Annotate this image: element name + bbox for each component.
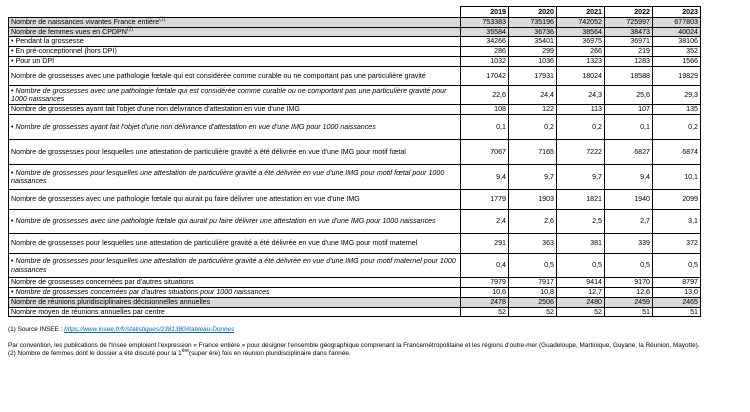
value-cell: 363 [509,234,557,254]
value-cell: 0,4 [461,254,509,278]
value-cell: 35584 [461,27,509,37]
value-cell: 1323 [557,57,605,67]
value-cell: 10,1 [653,165,701,190]
value-cell: 13,0 [653,287,701,297]
value-cell: 1779 [461,190,509,210]
row-label-text: • Nombre de grossesses avec une pathologie fœtale qui est considérée comme curable ou ne comportant pas une particulière gravité pour 1000 naissances [11,87,446,104]
table-row [9,18,701,28]
row-label-text: • Pour un DPI [11,57,54,65]
value-cell: 1940 [605,190,653,210]
value-cell: 2480 [557,297,605,307]
table-row [9,86,701,105]
value-cell: 2,6 [509,210,557,234]
row-label-text: • Nombre de grossesses avec une pathologie fœtale qui aurait pu faire délivrer une attestation en vue d'une IMG pour 1000 naissances [11,217,436,225]
value-cell: 0,1 [605,115,653,140]
row-label [9,278,461,288]
value-cell: 7165 [509,140,557,165]
row-label-text: • Nombre de grossesses concernées par d'autres situations pour 1000 naissances [11,288,270,296]
value-cell: 0,5 [557,254,605,278]
value-cell: 51 [653,307,701,317]
row-label-text: Nombre de grossesses pour lesquelles une attestation de particulière gravité a été délivrée en vue d'une IMG pour motif fœtal [11,147,406,156]
value-cell: 18588 [605,67,653,86]
value-cell: 24,4 [509,86,557,105]
value-cell: 9170 [605,278,653,288]
table-row [9,278,701,288]
row-label-text: • Nombre de grossesses pour lesquelles une attestation de particulière gravité a été délivrée en vue d'une IMG pour motif maternel pour 1000 naissances [11,257,456,274]
table-row [9,234,701,254]
footnotes [8,326,748,358]
value-cell: 1032 [461,57,509,67]
row-label [9,37,461,47]
value-cell: 9,4 [605,165,653,190]
row-label [9,115,461,140]
value-cell: 52 [509,307,557,317]
table-body [9,18,701,317]
value-cell: 0,2 [557,115,605,140]
value-cell: 1036 [509,57,557,67]
value-cell: 7222 [557,140,605,165]
footnote-2-sup: ère [181,347,189,354]
cpdpn-statistics-table [8,6,701,317]
value-cell: 52 [557,307,605,317]
value-cell: 10,8 [509,287,557,297]
value-cell: 9,7 [509,165,557,190]
value-cell: 7917 [509,278,557,288]
table-row [9,105,701,115]
value-cell: 1283 [605,57,653,67]
year-header: 2021 [557,7,605,18]
table-row [9,287,701,297]
value-cell: 6874 [653,140,701,165]
row-label [9,210,461,234]
value-cell: 107 [605,105,653,115]
row-label [9,165,461,190]
table-row [9,254,701,278]
value-cell: 122 [509,105,557,115]
row-label [9,27,461,37]
value-cell: 742052 [557,18,605,28]
row-label [9,86,461,105]
value-cell: 36736 [509,27,557,37]
value-cell: 34266 [461,37,509,47]
table-row [9,57,701,67]
row-label [9,57,461,67]
footnote-source [8,326,748,334]
footnote-convention: Par convention, les publications de l'Insee emploient l'expression « France entière » pour désigner l'ensemble géographique comprenant la Francemétropolitaine et les régions d'outre-mer (Guadeloupe, Martinique, Guyane, la Réunion, Mayotte). [8,342,700,349]
value-cell: 291 [461,234,509,254]
value-cell: 0,5 [605,254,653,278]
value-cell: 8797 [653,278,701,288]
row-label-text: Nombre de réunions pluridisciplinaires décisionnelles annuelles [11,297,211,306]
value-cell: 36971 [605,37,653,47]
value-cell: 2478 [461,297,509,307]
header-row [9,7,701,18]
value-cell: 1821 [557,190,605,210]
table-row [9,307,701,317]
value-cell: 38564 [557,27,605,37]
row-label [9,287,461,297]
row-label [9,190,461,210]
value-cell: 17931 [509,67,557,86]
value-cell: 2099 [653,190,701,210]
year-header: 2022 [605,7,653,18]
value-cell: 299 [509,47,557,57]
table-row [9,190,701,210]
value-cell: 6827 [605,140,653,165]
statistics-table-container [8,6,701,317]
value-cell: 0,5 [653,254,701,278]
value-cell: 9414 [557,278,605,288]
value-cell: 113 [557,105,605,115]
value-cell: 52 [461,307,509,317]
value-cell: 9,7 [557,165,605,190]
value-cell: 2506 [509,297,557,307]
year-header: 2020 [509,7,557,18]
footnote-2 [8,347,748,358]
value-cell: 339 [605,234,653,254]
insee-source-link[interactable]: https://www.insee.fr/fr/statistiques/2381380#tableau-Donnes [64,326,235,333]
value-cell: 735196 [509,18,557,28]
value-cell: 38106 [653,37,701,47]
row-label-text: • Nombre de grossesses pour lesquelles une attestation de particulière gravité a été délivrée en vue d'une IMG pour motif fœtal pour 1000 naissances [11,169,444,186]
value-cell: 36975 [557,37,605,47]
value-cell: 9,4 [461,165,509,190]
row-label-text: Nombre de naissances vivantes France entière [11,18,160,26]
table-row [9,297,701,307]
value-cell: 266 [557,47,605,57]
value-cell: 372 [653,234,701,254]
value-cell: 18024 [557,67,605,86]
row-label-text: • Nombre de grossesses ayant fait l'objet d'une non délivrance d'attestation en vue d'une IMG pour 1000 naissances [11,123,376,131]
value-cell: 0,2 [509,115,557,140]
table-row [9,67,701,86]
row-label [9,47,461,57]
row-label-text: • Pendant la grossesse [11,37,84,45]
value-cell: 24,3 [557,86,605,105]
value-cell: 7979 [461,278,509,288]
footnote-2-prefix: (2) Nombre de femmes dont le dossier a été discuté pour la 1 [8,350,182,357]
value-cell: 51 [605,307,653,317]
value-cell: 135 [653,105,701,115]
table-row [9,37,701,47]
year-header: 2019 [461,7,509,18]
row-label-text: Nombre de femmes vues en CPDPN [11,27,127,36]
value-cell: 0,5 [509,254,557,278]
row-label-text: Nombre moyen de réunions annuelles par centre [11,307,165,316]
table-row [9,140,701,165]
row-label-footnote-ref: (1) [159,16,166,23]
row-label-text: Nombre de grossesses avec une pathologie fœtale qui aurait pu faire délivrer une attestation en vue d'une IMG [11,195,360,204]
table-row [9,115,701,140]
row-label-text: Nombre de grossesses avec une pathologie fœtale qui est considérée comme curable ou ne comportant pas une particulière gravité [11,71,426,80]
row-label [9,234,461,254]
value-cell: 677803 [653,18,701,28]
value-cell: 2,5 [557,210,605,234]
value-cell: 40024 [653,27,701,37]
table-row [9,27,701,37]
table-row [9,165,701,190]
value-cell: 2,7 [605,210,653,234]
value-cell: 219 [605,47,653,57]
value-cell: 35401 [509,37,557,47]
footnote-source-prefix: (1) Source INSEE : [8,326,65,333]
row-label-text: Nombre de grossesses concernées par d'autres situations [11,278,194,287]
value-cell: 2,4 [461,210,509,234]
footnote-2-suffix: (super ère) fois en réunion pluridisciplinaire dans l'année. [188,350,351,357]
value-cell: 12,7 [557,287,605,297]
value-cell: 0,2 [653,115,701,140]
value-cell: 2465 [653,297,701,307]
year-header: 2023 [653,7,701,18]
value-cell: 352 [653,47,701,57]
value-cell: 7067 [461,140,509,165]
value-cell: 286 [461,47,509,57]
table-row [9,210,701,234]
value-cell: 10,6 [461,287,509,297]
row-label [9,105,461,115]
row-label [9,67,461,86]
row-label-text: • En pré-conceptionnel (hors DPI) [11,47,117,55]
row-label [9,140,461,165]
value-cell: 0,1 [461,115,509,140]
value-cell: 108 [461,105,509,115]
row-label-footnote-ref: (2) [126,26,134,33]
value-cell: 381 [557,234,605,254]
value-cell: 38473 [605,27,653,37]
value-cell: 25,6 [605,86,653,105]
row-label [9,254,461,278]
row-label-text: Nombre de grossesses pour lesquelles une attestation de particulière gravité a été délivrée en vue d'une IMG pour motif maternel [11,239,418,248]
row-label-text: Nombre de grossesses ayant fait l'objet d'une non délivrance d'attestation en vue d'une IMG [11,105,300,114]
header-empty-cell [9,7,461,18]
table-row [9,47,701,57]
row-label [9,297,461,307]
value-cell: 19829 [653,67,701,86]
value-cell: 3,1 [653,210,701,234]
row-label [9,307,461,317]
value-cell: 2459 [605,297,653,307]
value-cell: 17042 [461,67,509,86]
value-cell: 29,3 [653,86,701,105]
value-cell: 725997 [605,18,653,28]
value-cell: 22,6 [461,86,509,105]
row-label [9,18,461,28]
value-cell: 753383 [461,18,509,28]
value-cell: 12,6 [605,287,653,297]
value-cell: 1566 [653,57,701,67]
value-cell: 1903 [509,190,557,210]
